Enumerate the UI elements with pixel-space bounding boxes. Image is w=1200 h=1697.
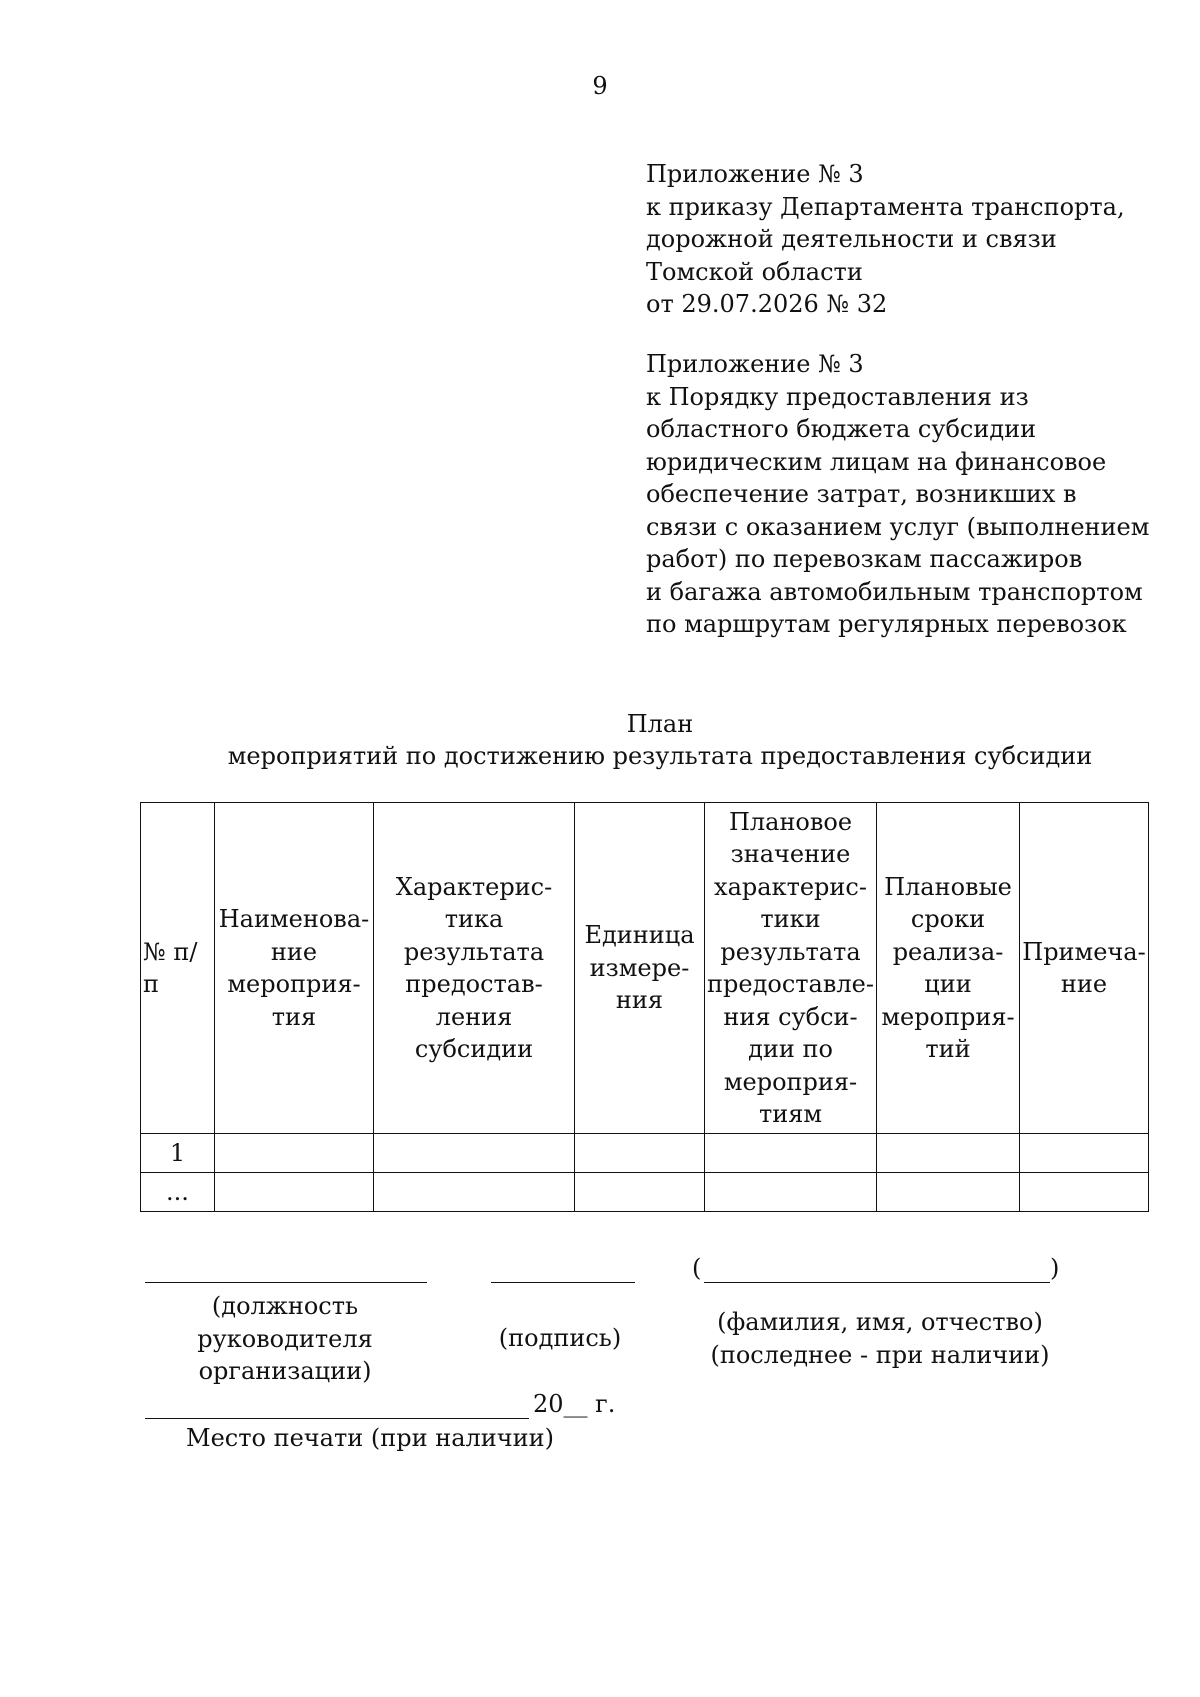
table-cell: 1 <box>141 1134 215 1173</box>
appendix-procedure-line: и багажа автомобильным транспортом <box>646 577 1143 606</box>
table-cell <box>575 1173 705 1212</box>
appendix-procedure-block <box>646 348 1150 641</box>
position-blank-line <box>145 1282 427 1283</box>
header-number: № п/п <box>141 803 215 1134</box>
plan-table <box>140 802 1149 1212</box>
signature-caption: (подпись) <box>498 1324 622 1352</box>
appendix-procedure-line: связи с оказанием услуг (выполнением <box>646 512 1150 541</box>
title-line-2: мероприятий по достижению результата предоставления субсидии <box>227 742 1093 770</box>
page-number: 9 <box>592 72 608 100</box>
year-text: 20__ г. <box>533 1390 616 1418</box>
appendix-order-line: Приложение № 3 <box>646 160 864 188</box>
table-cell <box>705 1134 877 1173</box>
table-cell <box>215 1173 374 1212</box>
appendix-order-line: от 29.07.2026 № 32 <box>646 290 888 318</box>
table-cell <box>374 1173 575 1212</box>
close-paren: ) <box>1050 1254 1060 1282</box>
header-activity-name: Наименова-ние мероприя-тия <box>215 803 374 1134</box>
table-cell <box>215 1134 374 1173</box>
document-title <box>140 708 1180 772</box>
table-cell: ... <box>141 1173 215 1212</box>
table-cell <box>1020 1134 1149 1173</box>
date-blank-line <box>145 1418 529 1419</box>
header-note: Примеча-ние <box>1020 803 1149 1134</box>
appendix-order-line: к приказу Департамента транспорта, <box>646 192 1125 221</box>
title-line-1: План <box>626 710 694 738</box>
appendix-procedure-line: к Порядку предоставления из <box>646 382 1029 411</box>
table-header-row <box>141 803 1149 1134</box>
name-caption: (фамилия, имя, отчество) (последнее - при наличии) <box>710 1308 1050 1369</box>
seal-caption: Место печати (при наличии) <box>186 1424 554 1452</box>
table-cell <box>1020 1173 1149 1212</box>
signature-blank-line <box>491 1282 635 1283</box>
table-cell <box>705 1173 877 1212</box>
header-planned-dates: Плановые сроки реализа-ции мероприя-тий <box>877 803 1020 1134</box>
appendix-order-line: Томской области <box>646 257 863 286</box>
open-paren: ( <box>692 1254 702 1282</box>
name-blank-line <box>704 1282 1050 1283</box>
appendix-procedure-line: работ) по перевозкам пассажиров <box>646 545 1083 573</box>
header-planned-value: Плановое значение характерис-тики результата предоставле-ния субси-дии по мероприя-тиям <box>705 803 877 1134</box>
table-cell <box>575 1134 705 1173</box>
table-cell <box>877 1173 1020 1212</box>
appendix-order-line: дорожной деятельности и связи <box>646 225 1057 253</box>
appendix-procedure-line: юридическим лицам на финансовое <box>646 447 1107 476</box>
table-row <box>141 1173 1149 1212</box>
table-row <box>141 1134 1149 1173</box>
header-result-characteristic: Характерис-тика результата предостав-ления субсидии <box>374 803 575 1134</box>
table-cell <box>877 1134 1020 1173</box>
header-unit: Единица измере-ния <box>575 803 705 1134</box>
appendix-procedure-line: обеспечение затрат, возникших в <box>646 480 1077 508</box>
appendix-order-block <box>646 158 1146 321</box>
position-caption: (должность руководителя организации) <box>197 1292 373 1385</box>
table-cell <box>374 1134 575 1173</box>
appendix-procedure-line: Приложение № 3 <box>646 350 864 378</box>
appendix-procedure-line: по маршрутам регулярных перевозок <box>646 610 1127 638</box>
appendix-procedure-line: областного бюджета субсидии <box>646 415 1037 443</box>
